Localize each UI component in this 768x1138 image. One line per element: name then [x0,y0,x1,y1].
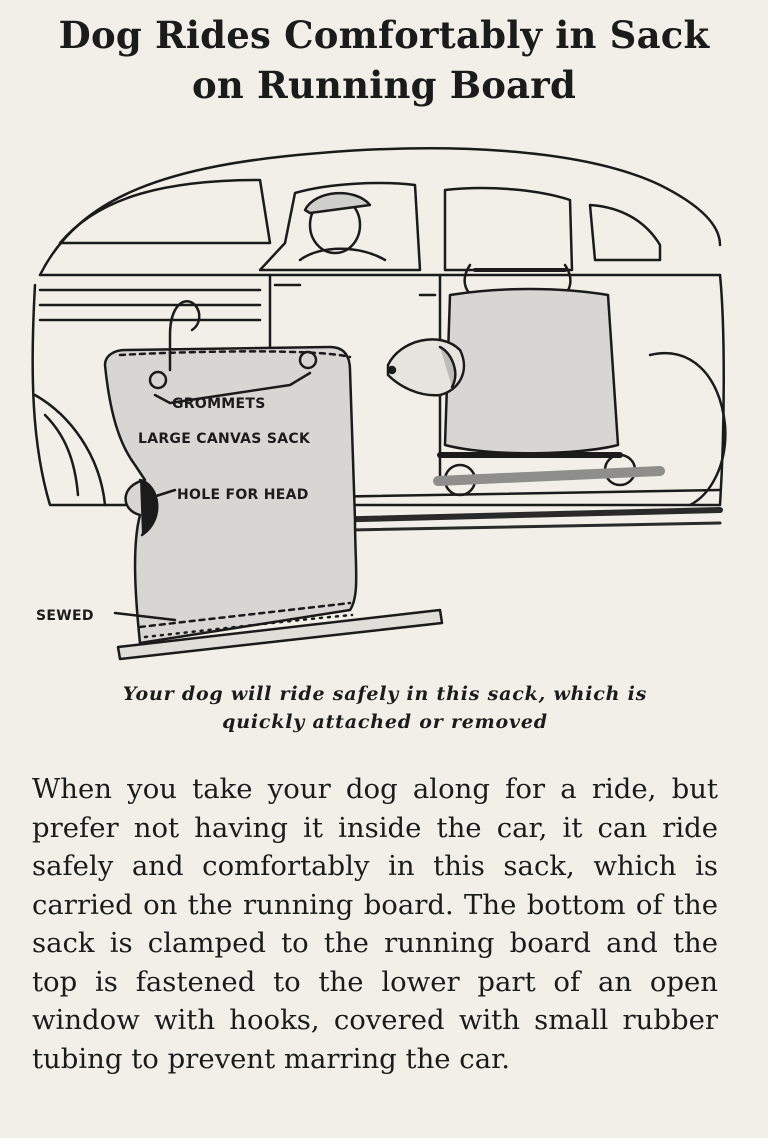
article-body: When you take your dog along for a ride, but prefer not having it inside the car, it can ride safely and comfortably in this sack, which is carried on the running board. The bottom of the sack is clamped to the running board and the top is fastened to the lower part of an open window with hooks, covered with small rubber tubing to prevent marring the car. [32,773,718,1075]
figure-caption [40,680,730,736]
headline-line-1: Dog Rides Comfortably in Sack [58,13,710,57]
caption-line-2: quickly attached or removed [222,711,548,733]
label-sewed: SEWED [36,608,94,624]
headline [0,10,768,110]
car-sack-drawing [20,125,750,665]
label-grommets: GROMMETS [172,396,266,412]
rear-wheel [650,353,725,505]
sack-on-car [445,289,618,453]
quarter-window [590,205,660,260]
headline-line-2: on Running Board [191,63,577,107]
illustration [20,125,750,665]
rear-window [445,188,572,270]
caption-line-1: Your dog will ride safely in this sack, which is [122,683,648,705]
label-hole-for-head: HOLE FOR HEAD [177,487,309,503]
windshield [60,180,270,243]
label-large-canvas-sack: LARGE CANVAS SACK [138,431,311,447]
running-board-line [320,490,720,497]
